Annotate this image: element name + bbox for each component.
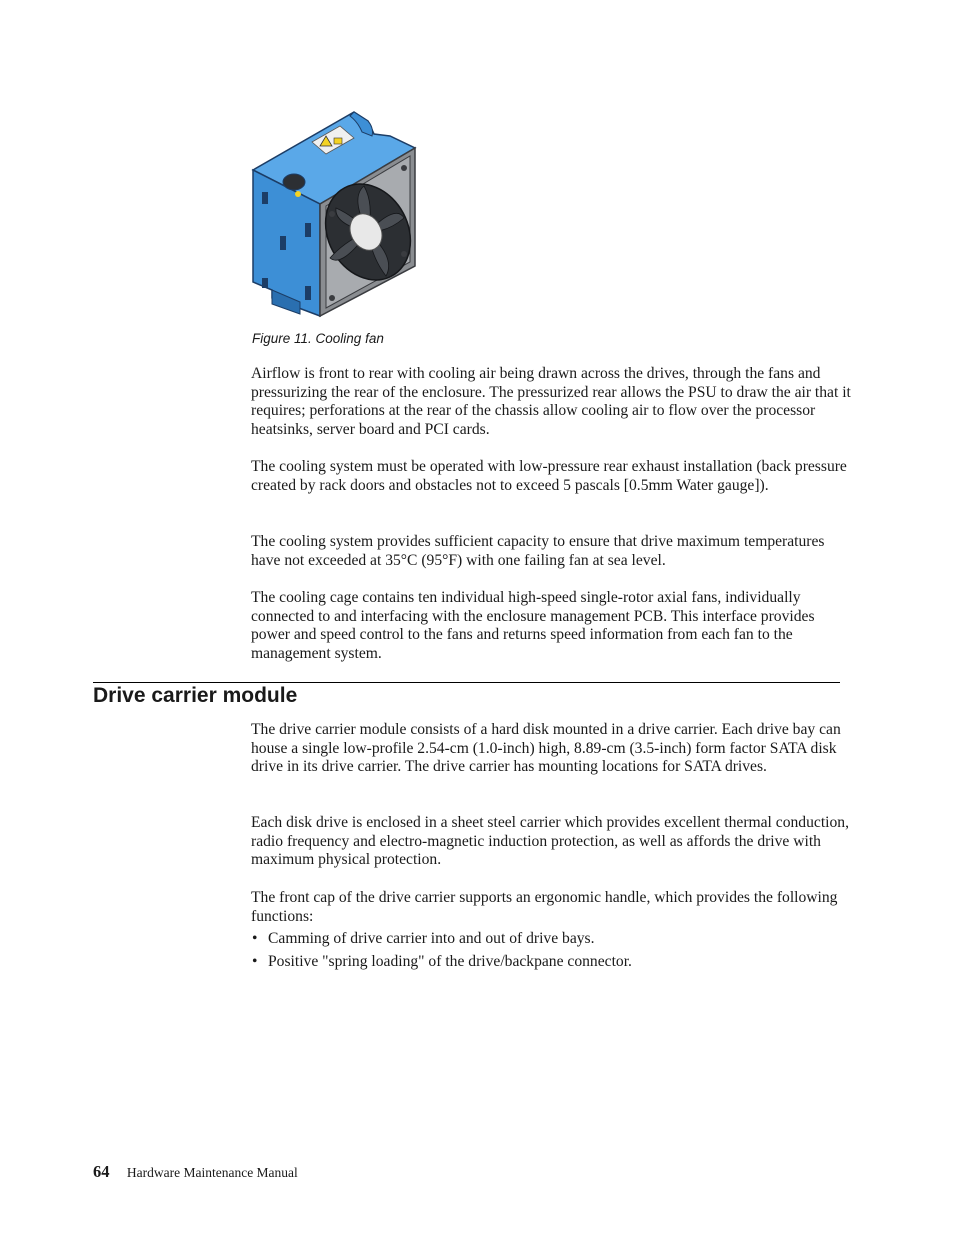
list-item-text: Camming of drive carrier into and out of drive bays. <box>268 930 595 947</box>
page-number: 64 <box>93 1162 110 1181</box>
cooling-cage-paragraph: The cooling cage contains ten individual high-speed single-rotor axial fans, individually connected to and interfacing with the enclosure management PCB. This interface provides power and speed control to the fans and returns speed information from each fan to the management system. <box>251 589 815 662</box>
drive-carrier-paragraph: The drive carrier module consists of a hard disk mounted in a drive carrier. Each drive bay can house a single low-profile 2.54-cm (1.0-inch) high, 8.89-cm (3.5-inch) form factor SATA disk drive in its drive carrier. The drive carrier has mounting locations for SATA drives. <box>251 721 841 776</box>
page-footer <box>93 1162 298 1182</box>
handle-functions-list <box>251 930 851 976</box>
cooling-capacity-paragraph: The cooling system provides sufficient capacity to ensure that drive maximum temperatures have not exceeded at 35°C (95°F) with one failing fan at sea level. <box>251 533 825 569</box>
list-item <box>251 930 851 949</box>
bullet-icon: • <box>252 953 258 971</box>
front-cap-paragraph: The front cap of the drive carrier supports an ergonomic handle, which provides the following functions: <box>251 889 838 925</box>
cooling-fan-figure <box>250 108 420 320</box>
cooling-fan-icon <box>250 108 420 320</box>
footer-title: Hardware Maintenance Manual <box>126 1165 298 1180</box>
airflow-paragraph: Airflow is front to rear with cooling air being drawn across the drives, through the fans and pressurizing the rear of the enclosure. The pressurized rear allows the PSU to draw the air that it requires; perforations at the rear of the chassis allow cooling air to flow over the processor heatsinks, server board and PCI cards. <box>251 365 851 438</box>
bullet-icon: • <box>252 930 258 947</box>
figure-caption: Figure 11. Cooling fan <box>252 331 384 346</box>
section-divider <box>93 682 840 683</box>
back-pressure-paragraph: The cooling system must be operated with low-pressure rear exhaust installation (back pressure created by rack doors and obstacles not to exceed 5 pascals [0.5mm Water gauge]). <box>251 458 847 494</box>
section-heading: Drive carrier module <box>93 684 298 707</box>
list-item <box>251 953 851 972</box>
list-item-text: Positive "spring loading" of the drive/backpane connector. <box>268 953 632 971</box>
disk-enclosure-paragraph: Each disk drive is enclosed in a sheet steel carrier which provides excellent thermal conduction, radio frequency and electro-magnetic induction protection, as well as affords the drive with maximum physical protection. <box>251 814 849 869</box>
